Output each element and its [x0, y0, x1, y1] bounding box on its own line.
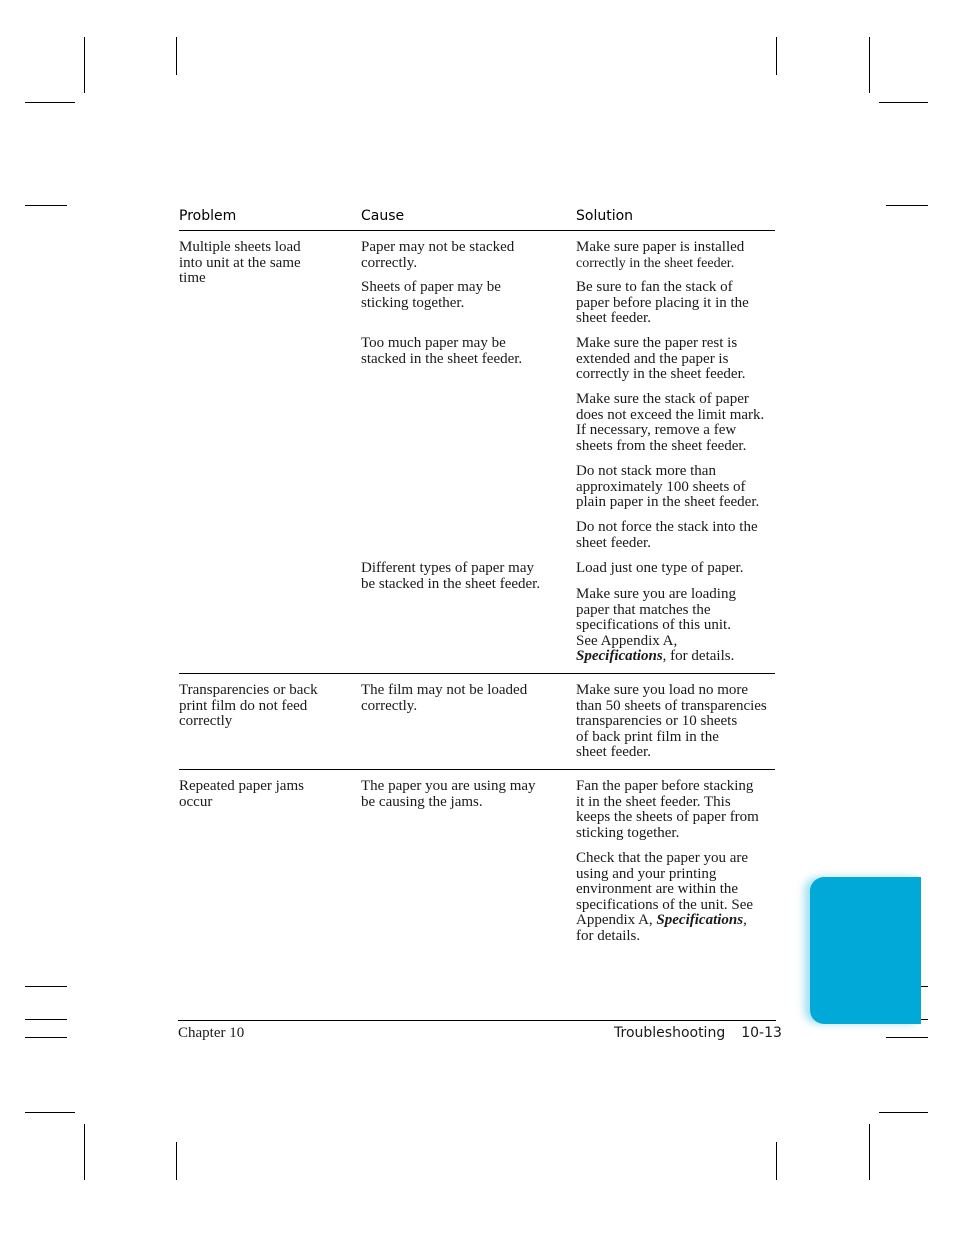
solution-text: Fan the paper before stacking it in the sheet feeder. This keeps the sheets of paper from sticking together.: [576, 778, 759, 841]
cause-text: The paper you are using may be causing the jams.: [361, 778, 536, 810]
problem-text: Multiple sheets load into unit at the same time: [179, 239, 301, 287]
crop-mark: [25, 1037, 67, 1038]
cause-text: The film may not be loaded correctly.: [361, 682, 528, 714]
crop-mark: [176, 37, 177, 75]
problem-text: Repeated paper jams occur: [179, 778, 304, 810]
header-cause: Cause: [361, 208, 405, 224]
page-number: 10-13: [741, 1025, 782, 1041]
solution-text-part: Check that the paper you are using and your printing environment are within the specifications of the unit. See Appendix A,: [576, 850, 754, 929]
footer-section: Troubleshooting: [614, 1025, 726, 1041]
solution-text: Make sure paper is installed: [576, 239, 745, 255]
footer-rule: [178, 1020, 776, 1021]
solution-text: Do not force the stack into the sheet feeder.: [576, 519, 758, 551]
crop-mark: [25, 1112, 75, 1113]
crop-mark: [776, 1142, 777, 1180]
problem-text: Transparencies or back print film do not feed correctly: [179, 682, 318, 730]
header-solution: Solution: [576, 208, 634, 224]
solution-text: Do not stack more than approximately 100 sheets of plain paper in the sheet feeder.: [576, 463, 760, 511]
crop-mark: [25, 1019, 67, 1020]
table-row: [179, 231, 775, 674]
solution-text: correctly in the sheet feeder.: [576, 256, 735, 271]
solution-text: Be sure to fan the stack of paper before placing it in the sheet feeder.: [576, 279, 749, 327]
table-row: [179, 674, 775, 770]
cause-text: Too much paper may be stacked in the sheet feeder.: [361, 335, 523, 367]
cause-text: Different types of paper may be stacked in the sheet feeder.: [361, 560, 541, 592]
table-header: [179, 208, 775, 231]
appendix-reference: Specifications: [656, 912, 744, 929]
cause-text: Paper may not be stacked correctly.: [361, 239, 515, 271]
solution-text: Make sure the stack of paper does not exceed the limit mark. If necessary, remove a few sheets from the sheet feeder.: [576, 391, 765, 454]
crop-mark: [776, 37, 777, 75]
footer-right: [614, 1025, 782, 1041]
troubleshooting-table: [179, 208, 775, 950]
appendix-reference: Specifications: [576, 648, 663, 665]
crop-mark: [869, 1124, 870, 1180]
crop-mark: [879, 102, 928, 103]
crop-mark: [25, 986, 67, 987]
footer-chapter: Chapter 10: [178, 1025, 245, 1041]
crop-mark: [176, 1142, 177, 1180]
solution-text: [576, 851, 753, 945]
crop-mark: [879, 1112, 928, 1113]
table-row: [179, 770, 775, 950]
solution-text: [576, 587, 736, 665]
crop-mark: [25, 102, 75, 103]
solution-text: Load just one type of paper.: [576, 560, 744, 576]
crop-mark: [84, 1124, 85, 1180]
solution-text-part: Make sure you are loading paper that matches the specifications of this unit. See Appendix A,: [576, 586, 736, 649]
crop-mark: [886, 205, 928, 206]
crop-mark: [25, 205, 67, 206]
cause-text: Sheets of paper may be sticking together.: [361, 279, 501, 311]
header-problem: Problem: [179, 208, 237, 224]
solution-text: Make sure you load no more than 50 sheets of transparencies transparencies or 10 sheets of back print film in the sheet feeder.: [576, 682, 767, 761]
crop-mark: [84, 37, 85, 93]
solution-text-part: , for details.: [662, 648, 735, 665]
chapter-thumb-tab: [810, 877, 921, 1024]
solution-text-part: , for details.: [576, 912, 747, 944]
crop-mark: [869, 37, 870, 93]
solution-text: Make sure the paper rest is extended and the paper is correctly in the sheet feeder.: [576, 335, 746, 383]
crop-mark: [886, 1037, 928, 1038]
